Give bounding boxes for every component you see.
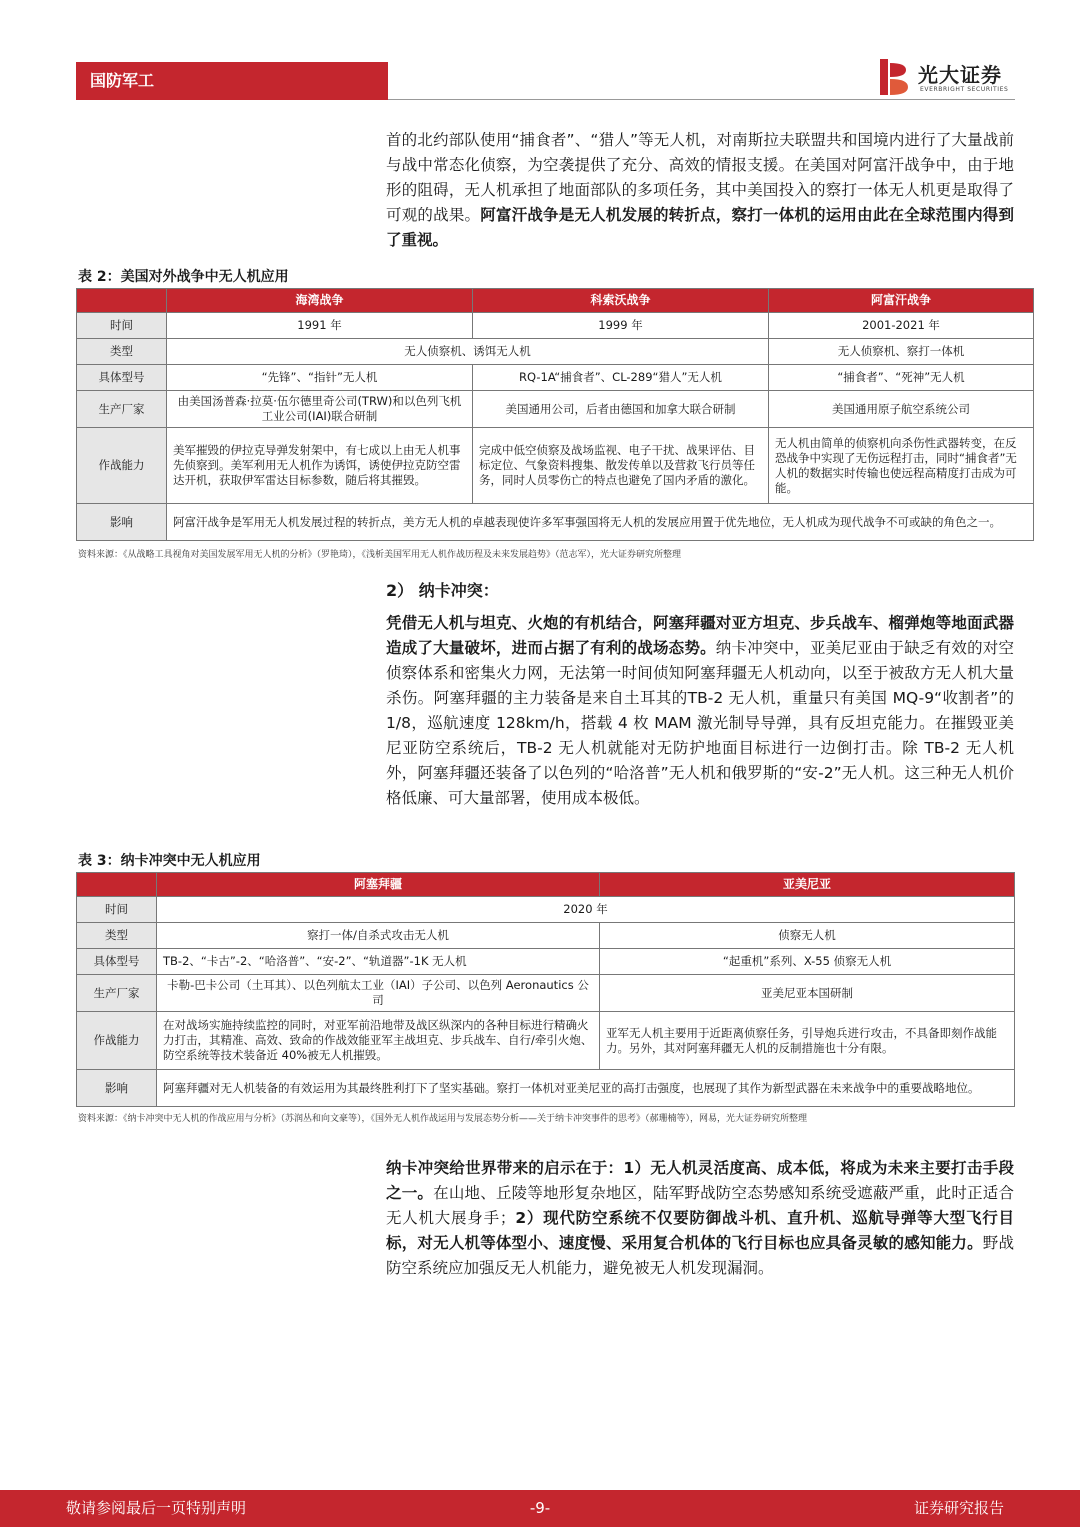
table-row bbox=[77, 339, 1034, 365]
table-cell: 阿塞拜疆对无人机装备的有效运用为其最终胜利打下了坚实基础。察打一体机对亚美尼亚的高打击强度，也展现了其作为新型武器在未来战争中的重要战略地位。 bbox=[157, 1070, 1015, 1107]
table3-header: 阿塞拜疆 bbox=[157, 873, 600, 897]
header-rule bbox=[388, 99, 1015, 100]
table-cell: “先锋”、“指针”无人机 bbox=[167, 365, 473, 391]
table-cell: 完成中低空侦察及战场监视、电子干扰、战果评估、目标定位、气象资料搜集、散发传单以及营救飞行员等任务，同时人员零伤亡的特点也避免了国内矛盾的激化。 bbox=[473, 428, 769, 504]
table-cell: TB-2、“卡古”-2、“哈洛普”、“安-2”、“轨道器”-1K 无人机 bbox=[157, 949, 600, 975]
section-tag: 国防军工 bbox=[76, 62, 388, 100]
row-label: 生产厂家 bbox=[77, 391, 167, 428]
table-cell: 无人侦察机、察打一体机 bbox=[769, 339, 1034, 365]
row-label: 影响 bbox=[77, 504, 167, 541]
row-label: 生产厂家 bbox=[77, 975, 157, 1012]
table-cell: 亚军无人机主要用于近距离侦察任务，引导炮兵进行攻击，不具备即刻作战能力。另外，其对阿塞拜疆无人机的反制措施也十分有限。 bbox=[600, 1012, 1015, 1070]
table-row bbox=[77, 365, 1034, 391]
page-number: -9- bbox=[529, 1499, 551, 1517]
row-label: 具体型号 bbox=[77, 949, 157, 975]
paragraph-implications: 纳卡冲突给世界带来的启示在于：1）无人机灵活度高、成本低，将成为未来主要打击手段之一。在山地、丘陵等地形复杂地区，陆军野战防空态势感知系统受遮蔽严重，此时正适合无人机大展身手；2）现代防空系统不仅要防御战斗机、直升机、巡航导弹等大型飞行目标，对无人机等体型小、速度慢、采用复合机体的飞行目标也应具备灵敏的感知能力。野战防空系统应加强反无人机能力，避免被无人机发现漏洞。 bbox=[386, 1159, 1014, 1277]
table-row bbox=[77, 504, 1034, 541]
footer-disclaimer-link[interactable]: 敬请参阅最后一页特别声明 bbox=[66, 1499, 247, 1517]
table-cell: RQ-1A“捕食者”、CL-289“猎人”无人机 bbox=[473, 365, 769, 391]
table2-header: 科索沃战争 bbox=[473, 289, 769, 313]
footer-report-type: 证券研究报告 bbox=[913, 1499, 1004, 1517]
table-row bbox=[77, 428, 1034, 504]
table-row bbox=[77, 391, 1034, 428]
company-logo bbox=[880, 57, 1020, 97]
table2-corner bbox=[77, 289, 167, 313]
row-label: 时间 bbox=[77, 897, 157, 923]
table-cell: 在对战场实施持续监控的同时，对亚军前沿地带及战区纵深内的各种目标进行精确火力打击，其精准、高效、致命的作战效能亚军主战坦克、步兵战车、自行/牵引火炮、防空系统等技术装备近 40%被无人机摧毁。 bbox=[157, 1012, 600, 1070]
table-row bbox=[77, 975, 1015, 1012]
logo-text-cn: 光大证券 bbox=[918, 63, 1002, 87]
row-label: 作战能力 bbox=[77, 428, 167, 504]
table-cell: 无人机由简单的侦察机向杀伤性武器转变，在反恐战争中实现了无伤远程打击，同时“捕食者”无人机的数据实时传输也使远程高精度打击成为可能。 bbox=[769, 428, 1034, 504]
table2-header: 海湾战争 bbox=[167, 289, 473, 313]
table-cell: 无人侦察机、诱饵无人机 bbox=[167, 339, 769, 365]
table-cell: 阿富汗战争是军用无人机发展过程的转折点，美方无人机的卓越表现使许多军事强国将无人机的发展应用置于优先地位，无人机成为现代战争不可或缺的角色之一。 bbox=[167, 504, 1034, 541]
paragraph-intro: 首的北约部队使用“捕食者”、“猎人”等无人机，对南斯拉夫联盟共和国境内进行了大量战前与战中常态化侦察，为空袭提供了充分、高效的情报支援。在美国对阿富汗战争中，由于地形的阻碍，无人机承担了地面部队的多项任务，其中美国投入的察打一体无人机更是取得了可观的战果。阿富汗战争是无人机发展的转折点，察打一体机的运用由此在全球范围内得到了重视。 bbox=[386, 131, 1014, 249]
table-cell: 亚美尼亚本国研制 bbox=[600, 975, 1015, 1012]
table3-source: 资料来源：《纳卡冲突中无人机的作战应用与分析》（苏润丛和向文豪等），《国外无人机作战运用与发展态势分析——关于纳卡冲突事件的思考》（郝珊楠等），网易，光大证券研究所整理 bbox=[78, 1114, 808, 1124]
table-cell: 1991 年 bbox=[167, 313, 473, 339]
table-cell: 1999 年 bbox=[473, 313, 769, 339]
row-label: 时间 bbox=[77, 313, 167, 339]
row-label: 类型 bbox=[77, 339, 167, 365]
subheading-nagorno-karabakh: 2） 纳卡冲突： bbox=[386, 581, 499, 600]
table3-caption: 表 3：纳卡冲突中无人机应用 bbox=[78, 853, 261, 869]
table-cell: 侦察无人机 bbox=[600, 923, 1015, 949]
table-row bbox=[77, 313, 1034, 339]
logo-mark-icon bbox=[880, 59, 910, 95]
table2 bbox=[76, 288, 1034, 541]
table-cell: 2020 年 bbox=[157, 897, 1015, 923]
footer-bar bbox=[0, 1490, 1080, 1527]
table-cell: 美国通用原子航空系统公司 bbox=[769, 391, 1034, 428]
table3 bbox=[76, 872, 1015, 1107]
table-cell: 美国通用公司，后者由德国和加拿大联合研制 bbox=[473, 391, 769, 428]
table2-caption: 表 2：美国对外战争中无人机应用 bbox=[78, 269, 289, 285]
table-cell: 2001-2021 年 bbox=[769, 313, 1034, 339]
table2-source: 资料来源：《从战略工具视角对美国发展军用无人机的分析》（罗艳琦），《浅析美国军用无人机作战历程及未来发展趋势》（范志军），光大证券研究所整理 bbox=[78, 550, 682, 560]
table3-header: 亚美尼亚 bbox=[600, 873, 1015, 897]
table-cell: “起重机”系列、X-55 侦察无人机 bbox=[600, 949, 1015, 975]
table-cell: “捕食者”、“死神”无人机 bbox=[769, 365, 1034, 391]
table2-header: 阿富汗战争 bbox=[769, 289, 1034, 313]
table-cell: 美军摧毁的伊拉克导弹发射架中，有七成以上由无人机事先侦察到。美军利用无人机作为诱饵，诱使伊拉克防空雷达开机，获取伊军雷达目标参数，随后将其摧毁。 bbox=[167, 428, 473, 504]
table3-corner bbox=[77, 873, 157, 897]
paragraph-nagorno-karabakh: 凭借无人机与坦克、火炮的有机结合，阿塞拜疆对亚方坦克、步兵战车、榴弹炮等地面武器造成了大量破坏，进而占据了有利的战场态势。纳卡冲突中，亚美尼亚由于缺乏有效的对空侦察体系和密集火力网，无法第一时间侦知阿塞拜疆无人机动向，以至于被敌方无人机大量杀伤。阿塞拜疆的主力装备是来自土耳其的TB-2 无人机，重量只有美国 MQ-9“收割者”的 1/8，巡航速度 128km/h，搭载 4 枚 MAM 激光制导导弹，具有反坦克能力。在摧毁亚美尼亚防空系统后，TB-2 无人机就能对无防护地面目标进行一边倒打击。除 TB-2 无人机外，阿塞拜疆还装备了以色列的“哈洛普”无人机和俄罗斯的“安-2”无人机。这三种无人机价格低廉、可大量部署，使用成本极低。 bbox=[386, 614, 1014, 807]
row-label: 类型 bbox=[77, 923, 157, 949]
row-label: 具体型号 bbox=[77, 365, 167, 391]
table-row bbox=[77, 949, 1015, 975]
row-label: 影响 bbox=[77, 1070, 157, 1107]
table-cell: 察打一体/自杀式攻击无人机 bbox=[157, 923, 600, 949]
table-row bbox=[77, 1012, 1015, 1070]
table-row bbox=[77, 923, 1015, 949]
table-row bbox=[77, 897, 1015, 923]
table-row bbox=[77, 1070, 1015, 1107]
table-cell: 由美国汤普森·拉莫·伍尔德里奇公司(TRW)和以色列飞机工业公司(IAI)联合研制 bbox=[167, 391, 473, 428]
logo-text-en: EVERBRIGHT SECURITIES bbox=[920, 86, 1009, 93]
table-cell: 卡勒-巴卡公司（土耳其）、以色列航太工业（IAI）子公司、以色列 Aeronautics 公司 bbox=[157, 975, 600, 1012]
row-label: 作战能力 bbox=[77, 1012, 157, 1070]
